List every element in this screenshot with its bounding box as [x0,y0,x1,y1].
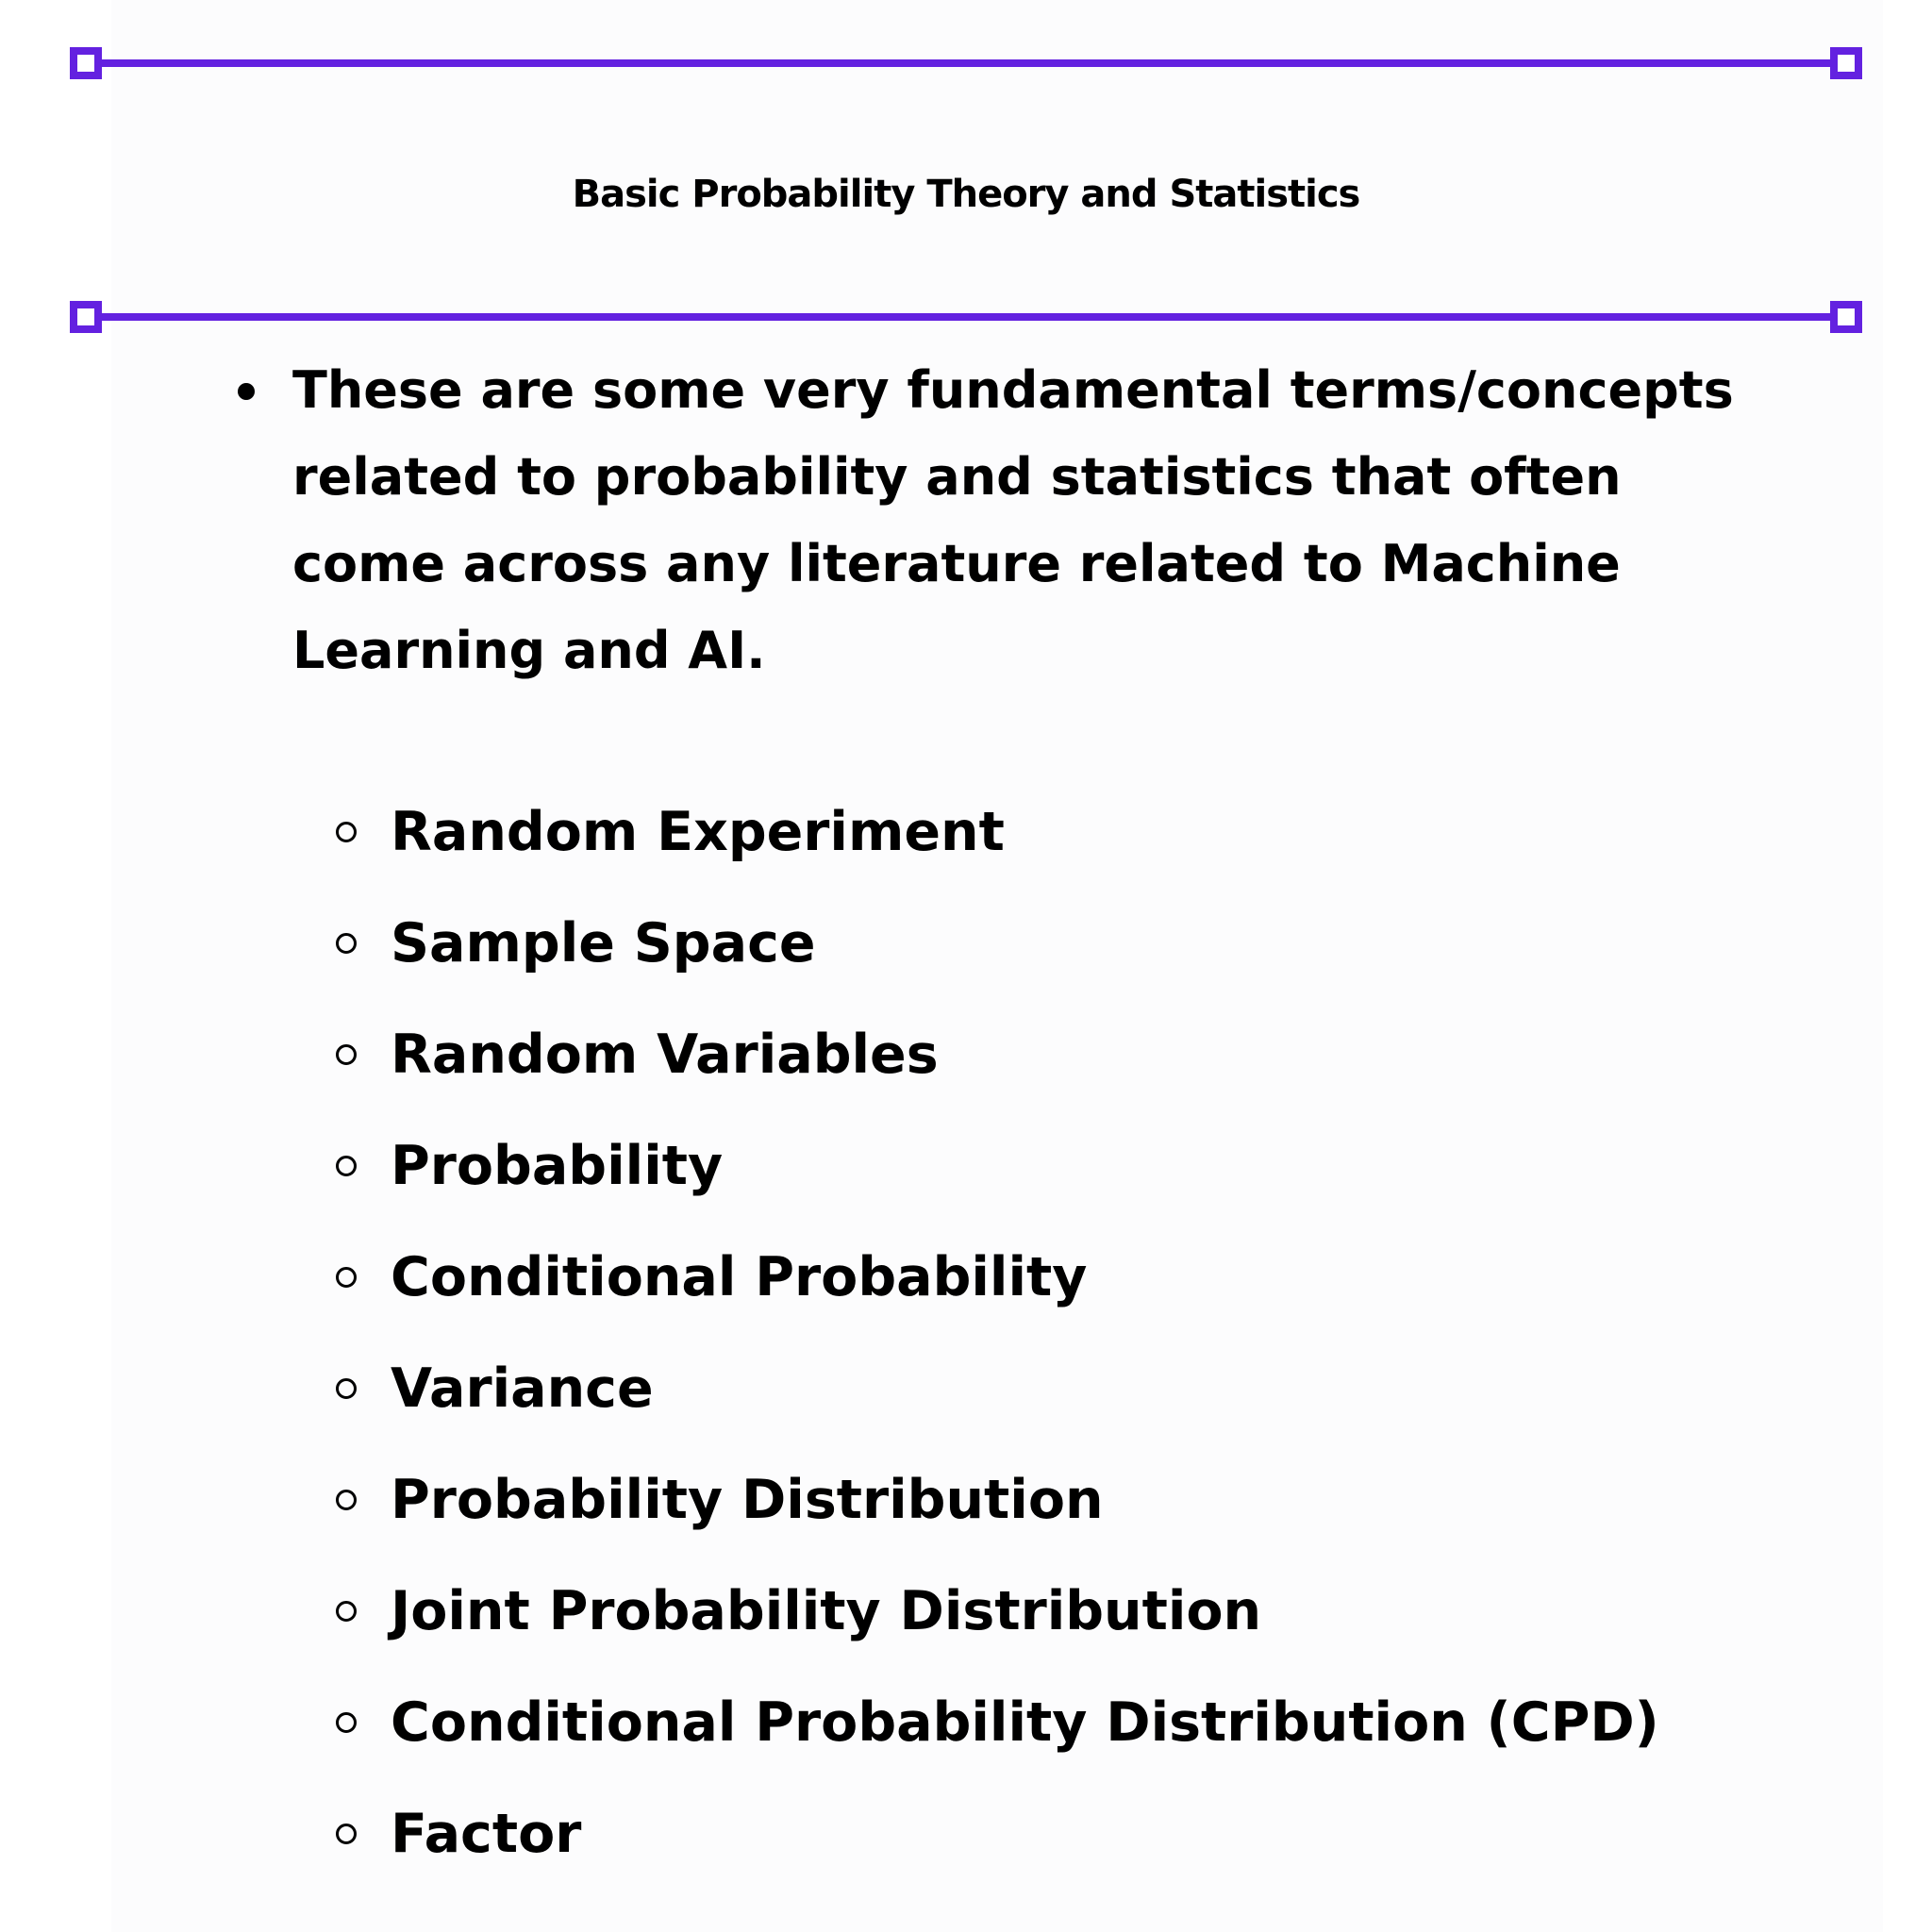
hollow-circle-bullet-icon [336,933,357,954]
bottom-divider-line [85,313,1847,321]
list-item [336,1568,1807,1679]
bullet-dot-icon [238,383,255,400]
term-label: Probability Distribution [391,1469,1104,1531]
list-item [336,1123,1807,1234]
list-item [336,900,1807,1011]
list-item [336,1679,1807,1790]
term-label: Variance [391,1357,654,1420]
top-divider-line [85,59,1847,67]
hollow-circle-bullet-icon [336,1824,357,1844]
hollow-circle-bullet-icon [336,1044,357,1065]
list-item [336,1790,1807,1902]
hollow-circle-bullet-icon [336,1712,357,1733]
hollow-circle-bullet-icon [336,1601,357,1622]
term-label: Conditional Probability Distribution (CPD) [391,1691,1659,1754]
top-divider [70,47,1862,79]
term-label: Probability [391,1135,724,1197]
hollow-circle-bullet-icon [336,1156,357,1176]
term-label: Conditional Probability [391,1246,1088,1308]
list-item [336,1011,1807,1123]
hollow-circle-bullet-icon [336,1267,357,1288]
hollow-circle-bullet-icon [336,1378,357,1399]
bottom-divider [70,301,1862,333]
term-label: Random Variables [391,1024,939,1086]
hollow-circle-bullet-icon [336,822,357,842]
list-item [336,1234,1807,1345]
top-divider-left-handle [70,47,102,79]
term-label: Factor [391,1803,582,1865]
terms-list [336,789,1807,1902]
bottom-divider-left-handle [70,301,102,333]
page-title: Basic Probability Theory and Statistics [572,173,1360,216]
list-item [336,789,1807,900]
term-label: Joint Probability Distribution [391,1580,1262,1642]
term-label: Sample Space [391,912,816,974]
hollow-circle-bullet-icon [336,1490,357,1510]
list-item [336,1345,1807,1457]
term-label: Random Experiment [391,801,1005,863]
list-item [336,1457,1807,1568]
intro-text: These are some very fundamental terms/concepts related to probability and statistics that often come across any literature related to Machine Learning and AI. [292,360,1734,680]
bottom-divider-right-handle [1830,301,1862,333]
top-divider-right-handle [1830,47,1862,79]
